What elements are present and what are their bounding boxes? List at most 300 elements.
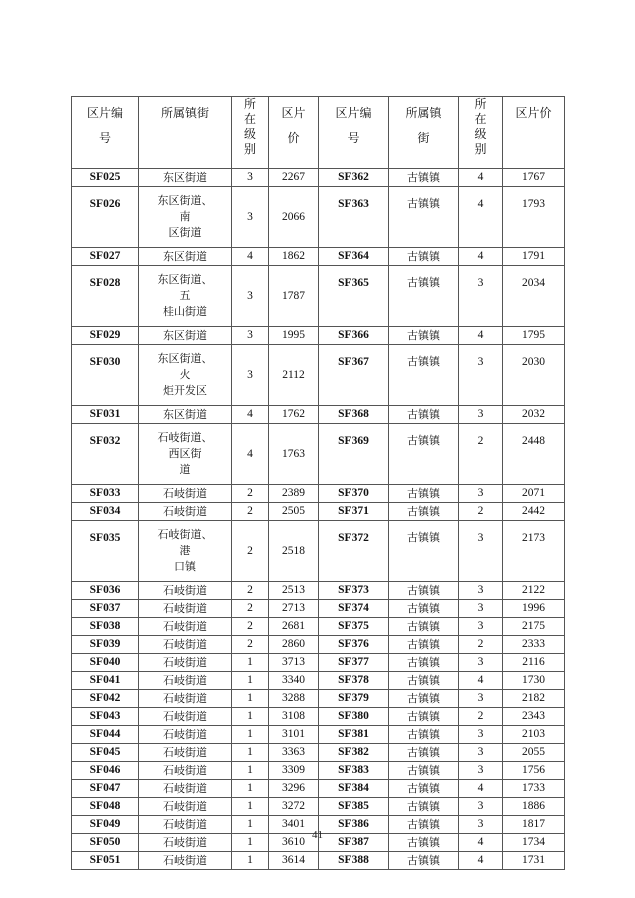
right-level: 4	[459, 327, 503, 345]
left-price: 3614	[269, 852, 319, 870]
right-price: 1793	[503, 187, 565, 248]
header-right-level-char: 所	[474, 97, 487, 111]
left-level: 1	[232, 744, 269, 762]
left-town-line: 石岐街道	[163, 487, 207, 500]
left-level: 3	[232, 327, 269, 345]
header-left-code-line: 区片编	[86, 106, 123, 120]
header-left-code	[72, 97, 139, 169]
left-town	[139, 503, 232, 521]
left-town-line: 桂山街道	[163, 305, 207, 318]
left-level: 3	[232, 345, 269, 406]
left-price: 3296	[269, 780, 319, 798]
right-price: 1731	[503, 852, 565, 870]
left-level: 1	[232, 834, 269, 852]
right-price: 2055	[503, 744, 565, 762]
left-level: 1	[232, 852, 269, 870]
table-row	[72, 618, 565, 636]
right-price: 2122	[503, 582, 565, 600]
left-price: 1787	[269, 266, 319, 327]
left-town	[139, 345, 232, 406]
left-level: 2	[232, 618, 269, 636]
header-left-level	[232, 97, 269, 169]
left-level: 2	[232, 503, 269, 521]
left-town-line: 五	[179, 289, 191, 302]
left-zone-code: SF051	[72, 852, 139, 870]
right-price: 2175	[503, 618, 565, 636]
right-town: 古镇镇	[389, 726, 459, 744]
right-town: 古镇镇	[389, 169, 459, 187]
right-level: 3	[459, 762, 503, 780]
right-town: 古镇镇	[389, 187, 459, 248]
left-level: 1	[232, 726, 269, 744]
right-price: 2343	[503, 708, 565, 726]
left-price: 2112	[269, 345, 319, 406]
right-zone-code: SF388	[319, 852, 389, 870]
header-right-town-line: 街	[417, 131, 430, 145]
left-level: 2	[232, 521, 269, 582]
right-town: 古镇镇	[389, 503, 459, 521]
left-town-line: 石岐街道	[163, 505, 207, 518]
right-zone-code: SF385	[319, 798, 389, 816]
left-town	[139, 424, 232, 485]
left-town	[139, 744, 232, 762]
left-town	[139, 654, 232, 672]
right-zone-code: SF377	[319, 654, 389, 672]
left-town-line: 石岐街道	[163, 746, 207, 759]
table-row	[72, 406, 565, 424]
header-row	[72, 97, 565, 169]
right-level: 3	[459, 816, 503, 834]
right-level: 4	[459, 672, 503, 690]
left-zone-code: SF036	[72, 582, 139, 600]
right-level: 3	[459, 345, 503, 406]
left-town	[139, 406, 232, 424]
left-zone-code: SF029	[72, 327, 139, 345]
left-level: 2	[232, 485, 269, 503]
left-level: 1	[232, 654, 269, 672]
right-price: 2034	[503, 266, 565, 327]
left-price: 2713	[269, 600, 319, 618]
right-price: 1767	[503, 169, 565, 187]
right-zone-code: SF369	[319, 424, 389, 485]
header-left-price-line: 区片	[281, 106, 306, 120]
right-zone-code: SF365	[319, 266, 389, 327]
left-zone-code: SF035	[72, 521, 139, 582]
left-town-line: 石岐街道	[163, 692, 207, 705]
left-level: 2	[232, 582, 269, 600]
left-town	[139, 852, 232, 870]
right-level: 3	[459, 266, 503, 327]
table-row	[72, 327, 565, 345]
left-town	[139, 636, 232, 654]
left-zone-code: SF049	[72, 816, 139, 834]
left-town-line: 石岐街道	[163, 854, 207, 867]
left-price: 2066	[269, 187, 319, 248]
left-price: 2518	[269, 521, 319, 582]
right-level: 2	[459, 424, 503, 485]
left-town-line: 石岐街道	[163, 800, 207, 813]
left-town	[139, 582, 232, 600]
left-level: 1	[232, 708, 269, 726]
header-right-code-line: 区片编	[335, 106, 372, 120]
left-town-line: 石岐街道、	[157, 431, 213, 444]
right-price: 2442	[503, 503, 565, 521]
right-price: 2333	[503, 636, 565, 654]
left-zone-code: SF046	[72, 762, 139, 780]
header-right-code	[319, 97, 389, 169]
right-price: 2173	[503, 521, 565, 582]
left-zone-code: SF041	[72, 672, 139, 690]
table-row	[72, 762, 565, 780]
right-price: 2071	[503, 485, 565, 503]
table-row	[72, 798, 565, 816]
right-price: 2032	[503, 406, 565, 424]
left-zone-code: SF038	[72, 618, 139, 636]
left-zone-code: SF048	[72, 798, 139, 816]
right-zone-code: SF371	[319, 503, 389, 521]
left-zone-code: SF042	[72, 690, 139, 708]
table-row	[72, 248, 565, 266]
left-town-line: 石岐街道	[163, 818, 207, 831]
right-zone-code: SF366	[319, 327, 389, 345]
table-row	[72, 744, 565, 762]
right-town: 古镇镇	[389, 600, 459, 618]
right-town: 古镇镇	[389, 762, 459, 780]
left-town-line: 石岐街道	[163, 584, 207, 597]
left-town-line: 石岐街道	[163, 656, 207, 669]
left-price: 3288	[269, 690, 319, 708]
right-zone-code: SF379	[319, 690, 389, 708]
header-left-town-text: 所属镇街	[160, 106, 209, 120]
right-level: 4	[459, 780, 503, 798]
right-town: 古镇镇	[389, 582, 459, 600]
header-left-town	[139, 97, 232, 169]
right-town: 古镇镇	[389, 690, 459, 708]
right-zone-code: SF362	[319, 169, 389, 187]
right-level: 3	[459, 726, 503, 744]
left-level: 3	[232, 266, 269, 327]
left-town	[139, 169, 232, 187]
right-zone-code: SF372	[319, 521, 389, 582]
right-zone-code: SF363	[319, 187, 389, 248]
left-level: 1	[232, 690, 269, 708]
left-zone-code: SF025	[72, 169, 139, 187]
right-level: 2	[459, 636, 503, 654]
left-zone-code: SF039	[72, 636, 139, 654]
left-town-line: 道	[179, 463, 191, 476]
left-level: 3	[232, 187, 269, 248]
right-town: 古镇镇	[389, 345, 459, 406]
right-town: 古镇镇	[389, 485, 459, 503]
right-price: 2030	[503, 345, 565, 406]
header-right-code-line: 号	[347, 131, 360, 145]
left-price: 2860	[269, 636, 319, 654]
land-price-table	[71, 96, 565, 870]
left-price: 2267	[269, 169, 319, 187]
left-town-line: 东区街道、	[157, 273, 213, 286]
header-left-level-char: 所	[243, 97, 256, 111]
left-town	[139, 708, 232, 726]
right-level: 3	[459, 406, 503, 424]
left-zone-code: SF033	[72, 485, 139, 503]
left-price: 3713	[269, 654, 319, 672]
header-right-town	[389, 97, 459, 169]
header-right-level-char: 在	[474, 112, 487, 126]
left-level: 1	[232, 816, 269, 834]
left-town-line: 石岐街道	[163, 710, 207, 723]
right-zone-code: SF376	[319, 636, 389, 654]
left-town	[139, 327, 232, 345]
left-town-line: 口镇	[174, 560, 196, 573]
table-row	[72, 636, 565, 654]
left-town-line: 石岐街道	[163, 638, 207, 651]
header-left-code-line: 号	[98, 131, 111, 145]
right-zone-code: SF387	[319, 834, 389, 852]
right-price: 1886	[503, 798, 565, 816]
right-price: 1996	[503, 600, 565, 618]
left-town	[139, 798, 232, 816]
left-town-line: 东区街道	[163, 329, 207, 342]
page-number: 41	[312, 829, 323, 841]
right-price: 2116	[503, 654, 565, 672]
left-price: 1995	[269, 327, 319, 345]
right-level: 4	[459, 248, 503, 266]
right-town: 古镇镇	[389, 424, 459, 485]
right-price: 1733	[503, 780, 565, 798]
left-zone-code: SF027	[72, 248, 139, 266]
left-town	[139, 485, 232, 503]
right-price: 2103	[503, 726, 565, 744]
left-town-line: 炬开发区	[163, 384, 207, 397]
right-zone-code: SF382	[319, 744, 389, 762]
left-price: 3610	[269, 834, 319, 852]
left-price: 2505	[269, 503, 319, 521]
table-row	[72, 582, 565, 600]
left-town	[139, 266, 232, 327]
table-row	[72, 169, 565, 187]
header-right-town-line: 所属镇	[405, 106, 442, 120]
right-price: 1817	[503, 816, 565, 834]
left-town-line: 石岐街道	[163, 620, 207, 633]
left-town-line: 石岐街道	[163, 602, 207, 615]
left-town	[139, 618, 232, 636]
left-town	[139, 521, 232, 582]
left-town-line: 东区街道	[163, 250, 207, 263]
right-level: 3	[459, 618, 503, 636]
header-right-price	[503, 97, 565, 169]
right-town: 古镇镇	[389, 248, 459, 266]
left-price: 2513	[269, 582, 319, 600]
left-town-line: 石岐街道	[163, 674, 207, 687]
right-level: 3	[459, 582, 503, 600]
right-town: 古镇镇	[389, 618, 459, 636]
table-row	[72, 187, 565, 248]
header-right-price-text: 区片价	[515, 106, 552, 120]
right-town: 古镇镇	[389, 636, 459, 654]
table-row	[72, 726, 565, 744]
left-level: 2	[232, 636, 269, 654]
header-left-level-char: 在	[243, 112, 256, 126]
right-price: 1795	[503, 327, 565, 345]
left-zone-code: SF034	[72, 503, 139, 521]
right-level: 3	[459, 690, 503, 708]
right-zone-code: SF375	[319, 618, 389, 636]
table-row	[72, 345, 565, 406]
right-town: 古镇镇	[389, 744, 459, 762]
table-row	[72, 690, 565, 708]
right-zone-code: SF373	[319, 582, 389, 600]
left-level: 1	[232, 798, 269, 816]
left-town-line: 西区街	[168, 447, 202, 460]
left-level: 1	[232, 762, 269, 780]
left-zone-code: SF045	[72, 744, 139, 762]
left-town-line: 火	[179, 368, 191, 381]
right-level: 2	[459, 708, 503, 726]
table-row	[72, 672, 565, 690]
left-town-line: 石岐街道	[163, 836, 207, 849]
left-price: 3101	[269, 726, 319, 744]
left-town	[139, 187, 232, 248]
left-price: 3401	[269, 816, 319, 834]
right-price: 2182	[503, 690, 565, 708]
right-town: 古镇镇	[389, 266, 459, 327]
right-town: 古镇镇	[389, 521, 459, 582]
header-left-level-char: 别	[243, 142, 256, 156]
left-zone-code: SF044	[72, 726, 139, 744]
right-price: 1734	[503, 834, 565, 852]
right-level: 3	[459, 798, 503, 816]
right-zone-code: SF370	[319, 485, 389, 503]
left-price: 3363	[269, 744, 319, 762]
left-price: 3108	[269, 708, 319, 726]
right-level: 3	[459, 521, 503, 582]
left-town-line: 港	[179, 544, 191, 557]
left-town-line: 东区街道	[163, 408, 207, 421]
left-price: 1763	[269, 424, 319, 485]
left-zone-code: SF037	[72, 600, 139, 618]
table-row	[72, 780, 565, 798]
left-level: 3	[232, 169, 269, 187]
table-row	[72, 852, 565, 870]
right-town: 古镇镇	[389, 798, 459, 816]
left-town	[139, 600, 232, 618]
table-row	[72, 521, 565, 582]
right-zone-code: SF380	[319, 708, 389, 726]
right-town: 古镇镇	[389, 816, 459, 834]
left-level: 4	[232, 424, 269, 485]
right-town: 古镇镇	[389, 406, 459, 424]
right-level: 3	[459, 600, 503, 618]
left-zone-code: SF047	[72, 780, 139, 798]
table-row	[72, 708, 565, 726]
left-price: 3272	[269, 798, 319, 816]
left-zone-code: SF050	[72, 834, 139, 852]
right-town: 古镇镇	[389, 852, 459, 870]
right-price: 2448	[503, 424, 565, 485]
header-left-level-char: 级	[243, 127, 256, 141]
right-price: 1791	[503, 248, 565, 266]
right-level: 4	[459, 834, 503, 852]
left-town	[139, 672, 232, 690]
left-town-line: 石岐街道	[163, 782, 207, 795]
left-zone-code: SF031	[72, 406, 139, 424]
left-zone-code: SF026	[72, 187, 139, 248]
left-town	[139, 248, 232, 266]
table-row	[72, 266, 565, 327]
left-town-line: 区街道	[168, 226, 202, 239]
right-level: 4	[459, 187, 503, 248]
right-town: 古镇镇	[389, 654, 459, 672]
right-zone-code: SF374	[319, 600, 389, 618]
table-body	[72, 169, 565, 870]
right-price: 1730	[503, 672, 565, 690]
right-level: 3	[459, 485, 503, 503]
left-town	[139, 780, 232, 798]
right-zone-code: SF364	[319, 248, 389, 266]
right-town: 古镇镇	[389, 780, 459, 798]
left-town	[139, 690, 232, 708]
left-price: 1862	[269, 248, 319, 266]
right-town: 古镇镇	[389, 672, 459, 690]
right-zone-code: SF378	[319, 672, 389, 690]
right-level: 2	[459, 503, 503, 521]
table-row	[72, 485, 565, 503]
left-level: 1	[232, 780, 269, 798]
left-zone-code: SF040	[72, 654, 139, 672]
right-level: 3	[459, 654, 503, 672]
left-town-line: 石岐街道、	[157, 528, 213, 541]
left-level: 4	[232, 248, 269, 266]
left-zone-code: SF028	[72, 266, 139, 327]
right-level: 3	[459, 744, 503, 762]
header-left-price	[269, 97, 319, 169]
left-town	[139, 726, 232, 744]
right-zone-code: SF367	[319, 345, 389, 406]
right-zone-code: SF383	[319, 762, 389, 780]
left-level: 2	[232, 600, 269, 618]
left-price: 3309	[269, 762, 319, 780]
left-town-line: 东区街道	[163, 171, 207, 184]
left-zone-code: SF030	[72, 345, 139, 406]
table-row	[72, 600, 565, 618]
right-zone-code: SF384	[319, 780, 389, 798]
right-town: 古镇镇	[389, 834, 459, 852]
table-row	[72, 424, 565, 485]
header-right-level	[459, 97, 503, 169]
left-town-line: 东区街道、	[157, 352, 213, 365]
right-zone-code: SF381	[319, 726, 389, 744]
left-town	[139, 762, 232, 780]
header-right-level-char: 级	[474, 127, 487, 141]
header-right-level-char: 别	[474, 142, 487, 156]
right-zone-code: SF368	[319, 406, 389, 424]
right-zone-code: SF386	[319, 816, 389, 834]
left-town-line: 南	[179, 210, 191, 223]
right-level: 4	[459, 169, 503, 187]
left-price: 1762	[269, 406, 319, 424]
left-level: 4	[232, 406, 269, 424]
right-level: 4	[459, 852, 503, 870]
left-town-line: 石岐街道	[163, 764, 207, 777]
right-price: 1756	[503, 762, 565, 780]
right-town: 古镇镇	[389, 327, 459, 345]
table-row	[72, 654, 565, 672]
header-left-price-line: 价	[287, 131, 300, 145]
left-price: 3340	[269, 672, 319, 690]
left-zone-code: SF043	[72, 708, 139, 726]
left-price: 2681	[269, 618, 319, 636]
left-town-line: 石岐街道	[163, 728, 207, 741]
